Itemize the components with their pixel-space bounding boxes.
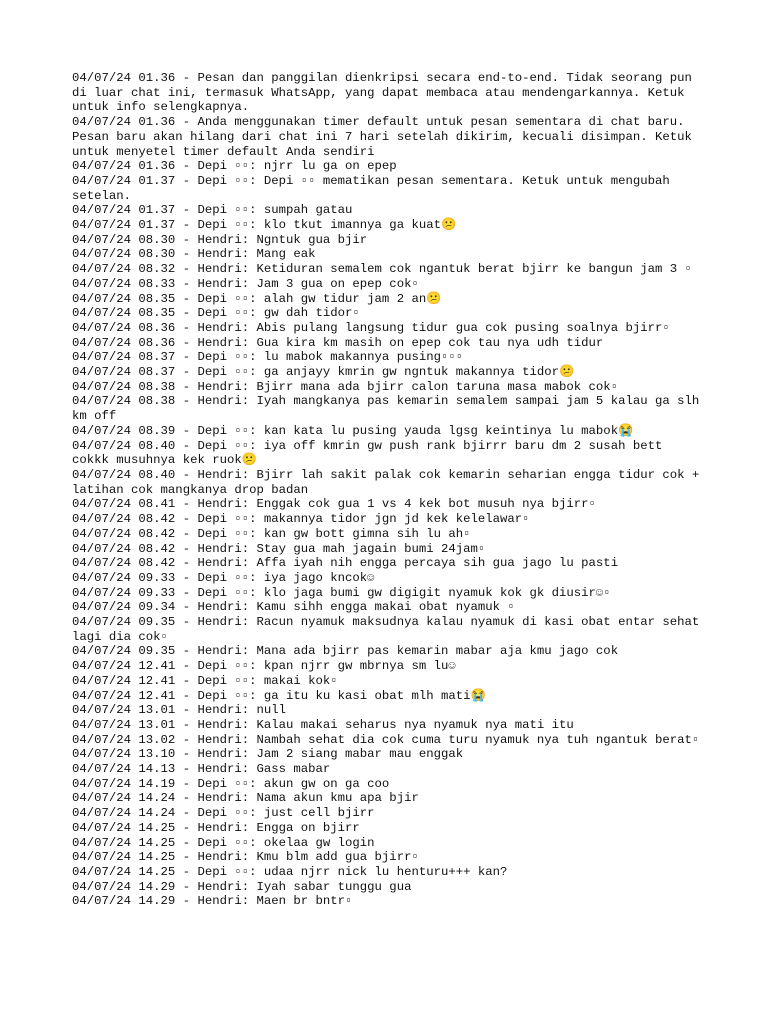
- chat-message-line: 04/07/24 08.42 - Hendri: Stay gua mah jagain bumi 24jam▫: [72, 541, 486, 556]
- chat-message-line: 04/07/24 08.42 - Hendri: Affa iyah nih engga percaya sih gua jago lu pasti: [72, 556, 619, 571]
- chat-message-line: 04/07/24 08.42 - Depi ▫▫: makannya tidor jgn jd kek kelelawar▫: [72, 512, 530, 527]
- chat-message-line: 04/07/24 01.36 - Depi ▫▫: njrr lu ga on epep: [72, 159, 397, 174]
- chat-message-line: 04/07/24 08.35 - Depi ▫▫: alah gw tidur jam 2 an😕: [72, 291, 442, 306]
- chat-message-line: 04/07/24 01.37 - Depi ▫▫: Depi ▫▫ mematikan pesan sementara. Ketuk untuk mengubah setelan.: [72, 173, 678, 203]
- chat-message-line: 04/07/24 09.35 - Hendri: Racun nyamuk maksudnya kalau nyamuk di kasi obat entar sehat lagi dia cok▫: [72, 615, 707, 644]
- chat-message-line: 04/07/24 08.38 - Hendri: Bjirr mana ada bjirr calon taruna masa mabok cok▫: [72, 379, 619, 394]
- chat-message-line: 04/07/24 08.36 - Hendri: Gua kira km masih on epep cok tau nya udh tidur: [72, 335, 604, 350]
- chat-message-line: 04/07/24 13.01 - Hendri: null: [72, 703, 287, 718]
- chat-message-line: 04/07/24 14.25 - Hendri: Engga on bjirr: [72, 820, 360, 835]
- chat-message-line: 04/07/24 08.30 - Hendri: Mang eak: [72, 247, 316, 262]
- chat-message-line: 04/07/24 12.41 - Depi ▫▫: kpan njrr gw mbrnya sm lu☺: [72, 659, 456, 674]
- chat-message-line: 04/07/24 09.35 - Hendri: Mana ada bjirr pas kemarin mabar aja kmu jago cok: [72, 644, 619, 659]
- chat-message-line: 04/07/24 01.37 - Depi ▫▫: sumpah gatau: [72, 203, 353, 218]
- chat-message-line: 04/07/24 09.34 - Hendri: Kamu sihh engga makai obat nyamuk ▫: [72, 600, 515, 615]
- chat-message-line: 04/07/24 14.25 - Hendri: Kmu blm add gua bjirr▫: [72, 850, 419, 865]
- chat-message-line: 04/07/24 12.41 - Depi ▫▫: ga itu ku kasi obat mlh mati😭: [72, 688, 486, 703]
- chat-message-line: 04/07/24 13.02 - Hendri: Nambah sehat dia cok cuma turu nyamuk nya tuh ngantuk berat▫: [72, 732, 700, 747]
- chat-log: [72, 71, 707, 909]
- chat-message-line: 04/07/24 14.13 - Hendri: Gass mabar: [72, 762, 331, 777]
- chat-message-line: 04/07/24 08.40 - Hendri: Bjirr lah sakit palak cok kemarin seharian engga tidur cok + latihan cok mangkanya drop badan: [72, 467, 707, 497]
- chat-message-line: 04/07/24 13.01 - Hendri: Kalau makai seharus nya nyamuk nya mati itu: [72, 717, 574, 732]
- chat-message-line: 04/07/24 01.37 - Depi ▫▫: klo tkut imannya ga kuat😕: [72, 218, 457, 233]
- chat-message-line: 04/07/24 08.30 - Hendri: Ngntuk gua bjir: [72, 232, 368, 247]
- chat-message-line: 04/07/24 14.24 - Hendri: Nama akun kmu apa bjir: [72, 791, 419, 806]
- chat-message-line: 04/07/24 08.41 - Hendri: Enggak cok gua 1 vs 4 kek bot musuh nya bjirr▫: [72, 497, 596, 512]
- chat-message-line: 04/07/24 14.25 - Depi ▫▫: udaa njrr nick lu henturu+++ kan?: [72, 864, 508, 879]
- chat-message-line: 04/07/24 12.41 - Depi ▫▫: makai kok▫: [72, 673, 338, 688]
- chat-message-line: 04/07/24 14.25 - Depi ▫▫: okelaa gw login: [72, 835, 375, 850]
- chat-message-line: 04/07/24 13.10 - Hendri: Jam 2 siang mabar mau enggak: [72, 747, 464, 762]
- chat-message-line: 04/07/24 08.40 - Depi ▫▫: iya off kmrin gw push rank bjirrr baru dm 2 susah bett cokkk musuhnya kek ruok😕: [72, 438, 670, 468]
- chat-message-line: 04/07/24 09.33 - Depi ▫▫: klo jaga bumi gw digigit nyamuk kok gk diusir☺▫: [72, 585, 611, 600]
- chat-message-line: 04/07/24 01.36 - Pesan dan panggilan dienkripsi secara end-to-end. Tidak seorang pun di luar chat ini, termasuk WhatsApp, yang dapat membaca atau mendengarkannya. Ketuk untuk info selengkapnya.: [72, 71, 700, 115]
- chat-message-line: 04/07/24 08.35 - Depi ▫▫: gw dah tidor▫: [72, 306, 360, 321]
- chat-message-line: 04/07/24 08.39 - Depi ▫▫: kan kata lu pusing yauda lgsg keintinya lu mabok😭: [72, 423, 634, 438]
- chat-message-line: 04/07/24 08.42 - Depi ▫▫: kan gw bott gimna sih lu ah▫: [72, 526, 471, 541]
- chat-message-line: 04/07/24 08.38 - Hendri: Iyah mangkanya pas kemarin semalem sampai jam 5 kalau ga slh km off: [72, 394, 707, 424]
- chat-message-line: 04/07/24 08.32 - Hendri: Ketiduran semalem cok ngantuk berat bjirr ke bangun jam 3 ▫: [72, 262, 692, 277]
- chat-message-line: 04/07/24 08.37 - Depi ▫▫: lu mabok makannya pusing▫▫▫: [72, 350, 464, 365]
- chat-message-line: 04/07/24 08.37 - Depi ▫▫: ga anjayy kmrin gw ngntuk makannya tidor😕: [72, 365, 575, 380]
- chat-message-line: 04/07/24 14.24 - Depi ▫▫: just cell bjirr: [72, 806, 375, 821]
- chat-message-line: 04/07/24 14.29 - Hendri: Maen br bntr▫: [72, 894, 353, 909]
- chat-message-line: 04/07/24 09.33 - Depi ▫▫: iya jago kncok☺: [72, 570, 375, 585]
- chat-message-line: 04/07/24 01.36 - Anda menggunakan timer default untuk pesan sementara di chat baru. Pesan baru akan hilang dari chat ini 7 hari setelah dikirim, kecuali disimpan. Ketuk untuk menyetel timer default Anda sendiri: [72, 115, 700, 159]
- chat-message-line: 04/07/24 08.33 - Hendri: Jam 3 gua on epep cok▫: [72, 276, 419, 291]
- chat-message-line: 04/07/24 08.36 - Hendri: Abis pulang langsung tidur gua cok pusing soalnya bjirr▫: [72, 320, 670, 335]
- chat-message-line: 04/07/24 14.29 - Hendri: Iyah sabar tunggu gua: [72, 879, 412, 894]
- chat-message-line: 04/07/24 14.19 - Depi ▫▫: akun gw on ga coo: [72, 776, 390, 791]
